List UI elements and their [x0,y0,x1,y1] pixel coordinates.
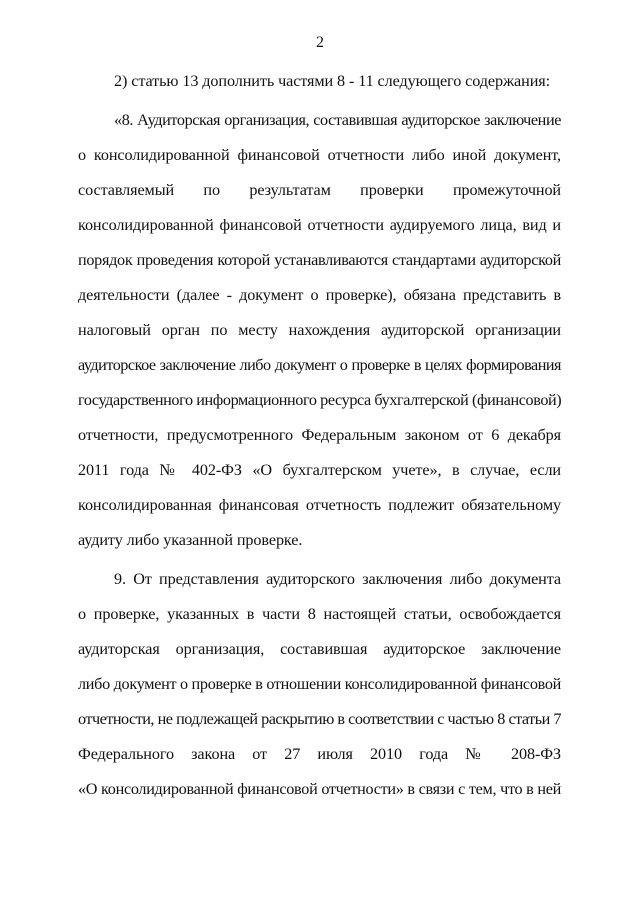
text-line: составляемый по результатам проверки промежуточной [78,181,561,199]
page-number: 2 [316,34,324,51]
text-line: государственного информационного ресурса бухгалтерской (финансовой) [78,391,562,409]
text-line: консолидированной финансовой отчетности аудируемого лица, вид и [78,216,561,234]
text-line: «О консолидированной финансовой отчетности» в связи с тем, что в ней [78,780,561,798]
text-line: 2011 года № 402-ФЗ «О бухгалтерском учете», в случае, если [78,461,561,479]
text-line: порядок проведения которой устанавливаются стандартами аудиторской [78,251,561,269]
text-line: консолидированная финансовая отчетность подлежит обязательному [78,496,561,514]
text-line: налоговый орган по месту нахождения аудиторской организации [78,321,561,339]
text-line: 2) статью 13 дополнить частями 8 - 11 следующего содержания: [114,72,550,90]
text-line: Федерального закона от 27 июля 2010 года № 208-ФЗ [78,745,561,763]
text-line: аудиторское заключение либо документ о проверке в целях формирования [78,356,561,374]
text-line: 9. От представления аудиторского заключения либо документа [114,570,561,588]
text-line: о консолидированной финансовой отчетности либо иной документ, [78,146,561,164]
text-line: аудиту либо указанной проверке. [78,531,303,549]
text-line: отчетности, не подлежащей раскрытию в соответствии с частью 8 статьи 7 [78,710,561,728]
document-body [78,64,561,807]
text-line: деятельности (далее - документ о проверке), обязана представить в [78,286,561,304]
text-line: о проверке, указанных в части 8 настоящей статьи, освобождается [78,605,561,623]
text-line: аудиторская организация, составившая аудиторское заключение [78,640,561,658]
text-line: «8. Аудиторская организация, составившая аудиторское заключение [114,111,561,129]
text-line: отчетности, предусмотренного Федеральным законом от 6 декабря [78,426,561,444]
text-line: либо документ о проверке в отношении консолидированной финансовой [78,675,561,693]
